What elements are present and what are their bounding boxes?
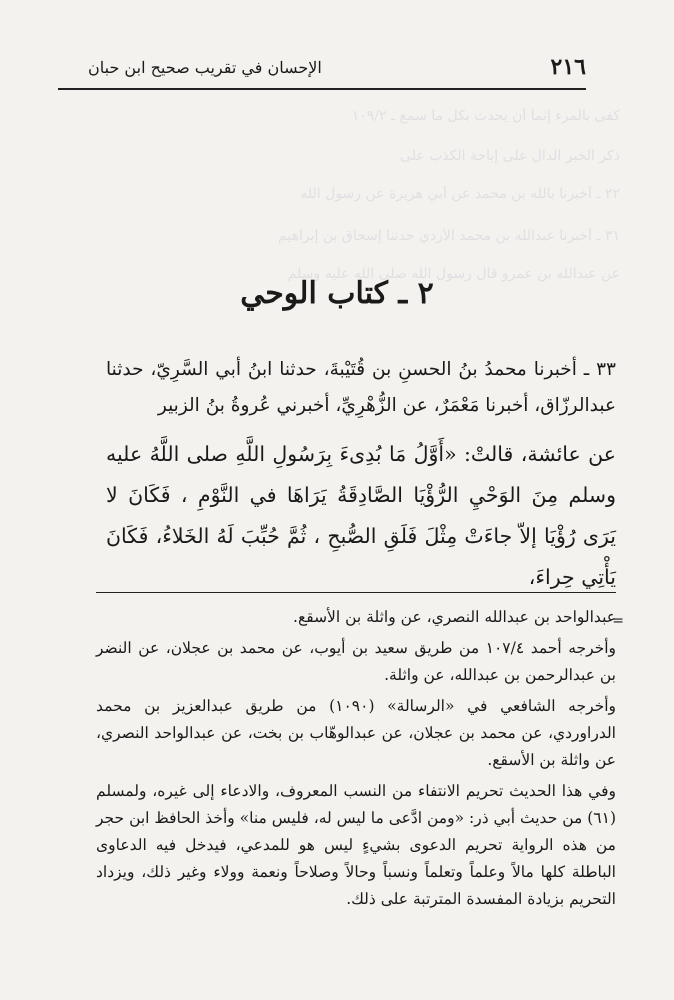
footnote-paragraph: وفي هذا الحديث تحريم الانتفاء من النسب المعروف، والادعاء إلى غيره، ولمسلم (٦١) من حديث أبي ذر: «ومن ادَّعى ما ليس له، فليس منا» وأخذ الحافظ ابن حجر من هذه الرواية تحريم الدعوى بشيءٍ ليس هو للمدعي، فيدخل فيه الدعاوى الباطلة كلها مالاً وعلماً وتعلماً ونسباً وحالاً وصلاحاً ونعمة وولاء وغير ذلك، ويزداد التحريم بزيادة المفسدة المترتبة على ذلك.	[96, 782, 616, 908]
bleed-through-text: ٣١ ـ أخبرنا عبدالله بن محمد الأزدي حدثنا إسحاق بن إبراهيم	[278, 228, 620, 244]
footnote-paragraph: وأخرجه أحمد ١٠٧/٤ من طريق سعيد بن أيوب، عن محمد بن عجلان، عن النضر بن عبدالرحمن بن عبدالله، عن واثلة.	[96, 639, 617, 684]
bleed-through-text: كفى بالمرء إثماً أن يحدث بكل ما سمع ـ ١٠٩/٢	[351, 108, 620, 124]
hadith-isnad: ٣٣ ـ أخبرنا محمدُ بنُ الحسنِ بن قُتَيْبةَ، حدثنا ابنُ أبي السَّرِيّ، حدثنا عبدالرزّاق، أخبرنا مَعْمَرٌ، عن الزُّهْرِيِّ، أخبرني عُروةُ بنُ الزبير	[106, 359, 616, 416]
page-number: ٢١٦	[550, 54, 586, 80]
footnote-paragraph: وأخرجه الشافعي في «الرسالة» (١٠٩٠) من طريق عبدالعزيز بن محمد الدراوردي، عن محمد بن عجلان، عن عبدالوهّاب بن بخت، عن عبدالواحد النصري، عن واثلة بن الأسقع.	[96, 697, 617, 769]
footnote-paragraph: عبدالواحد بن عبدالله النصري، عن واثلة بن الأسقع.	[293, 608, 616, 626]
bleed-through-text: ٢٢ ـ أخبرنا بالله بن محمد عن أبي هريرة عن رسول الله	[300, 186, 620, 202]
bleed-through-text: عن عبدالله بن عمرو قال رسول الله صلى الله عليه وسلم	[287, 266, 620, 282]
page-header	[58, 48, 586, 90]
running-title: الإحسان في تقريب صحيح ابن حبان	[88, 58, 322, 77]
footnote-continuation-marker: =	[612, 613, 624, 629]
footnote-separator	[96, 592, 616, 593]
chapter-title: ٢ ـ كتاب الوحي	[240, 276, 434, 311]
bleed-through-text: ذكر الخبر الدال على إباحة الكذب على	[400, 148, 620, 164]
footnotes	[96, 604, 624, 917]
hadith-matn: عن عائشة، قالتْ: «أَوَّلُ مَا بُدِىءَ بِرَسُولِ اللَّهِ صلى اللَّهُ عليه وسلم مِنَ الوَحْيِ الرُّؤْيَا الصَّادِقَةُ يَرَاهَا في النَّوْمِ ، فَكَانَ لا يَرَى رُؤْيَا إلاّ جاءَتْ مِثْلَ فَلَقِ الصُّبحِ ، ثُمَّ حُبِّبَ لَهُ الخَلاءُ، فَكَانَ يَأْتِي حِراءَ،	[106, 442, 616, 589]
